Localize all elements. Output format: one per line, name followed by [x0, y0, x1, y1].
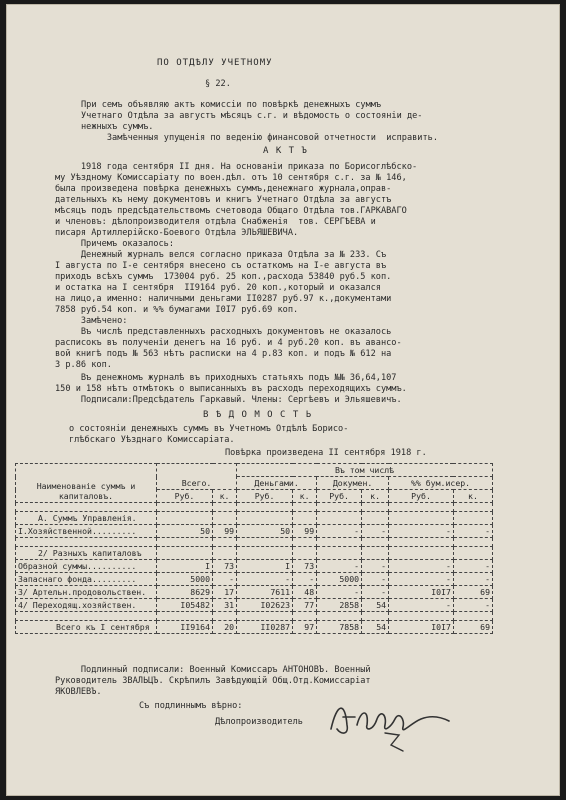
- cell-docs-kop: 54: [362, 599, 389, 612]
- cell-docs-kop: -: [362, 586, 389, 599]
- cell-docs-kop: 54: [362, 621, 389, 634]
- cell-papers-rub: -: [389, 573, 454, 586]
- cell-total-kop: 99: [213, 525, 237, 538]
- row-label: 3/ Артельн.продовольствен.: [16, 586, 157, 599]
- closing-line: ЯКОВЛЕВЪ.: [55, 687, 102, 697]
- col-cash-header: Деньгами.: [237, 477, 317, 490]
- act-line: на лицо,а именно: наличными деньгами II0287 руб.97 к.,документами: [55, 294, 392, 304]
- col-name-header: Наименованiе суммъ и капиталовъ.: [16, 464, 157, 503]
- cell-total-rub: 5000: [157, 573, 213, 586]
- cell-cash-rub: 7611: [237, 586, 293, 599]
- cell-cash-kop: 99: [293, 525, 317, 538]
- cell-cash-kop: -: [293, 573, 317, 586]
- act-line: приходъ всѣхъ суммъ 173004 руб. 25 коп.,расхода 53840 руб.5 коп.: [55, 272, 392, 282]
- intro-line: Учетнаго Отдѣла за августъ мѣсяцъ с.г. и вѣдомость о состоянiи де-: [81, 111, 423, 121]
- cell-docs-rub: -: [317, 525, 362, 538]
- cell-papers-kop: -: [453, 525, 492, 538]
- act-line: мѣсяцъ подъ предсѣдательствомъ счетовода Общаго Отдѣла тов.ГАРКАВАГО: [55, 206, 407, 216]
- act-line: Причемъ оказалось:: [55, 239, 174, 249]
- cell-total-kop: 31: [213, 599, 237, 612]
- cell-total-kop: 20: [213, 621, 237, 634]
- cell-papers-rub: -: [389, 599, 454, 612]
- cell-total-kop: -: [213, 573, 237, 586]
- unit-kop: к.: [213, 490, 237, 503]
- unit-rub: Руб.: [157, 490, 213, 503]
- cell-cash-rub: I: [237, 560, 293, 573]
- row-label: 4/ Переходящ.хозяйствен.: [16, 599, 157, 612]
- act-line: Подписали:Предсѣдатель Гаркавый. Члены: Сергѣевъ и Эльяшевичъ.: [55, 395, 402, 405]
- cell-cash-rub: I02623: [237, 599, 293, 612]
- cell-docs-kop: -: [362, 525, 389, 538]
- act-line: писаря Артиллерiйско-Боевого Отдѣла ЭЛЬЯШЕВИЧА.: [55, 228, 299, 238]
- act-line: и членовъ: дѣлопроизводителя отдѣла Снабженiя тов. СЕРГѢЕВА и: [55, 217, 376, 227]
- clerk-title: Дѣлопроизводитель: [215, 717, 303, 727]
- cell-cash-kop: 77: [293, 599, 317, 612]
- cell-docs-rub: -: [317, 560, 362, 573]
- cell-papers-kop: -: [453, 560, 492, 573]
- act-line: 1918 года сентября II дня. На основанiи приказа по Борисоглѣбско-: [55, 162, 418, 172]
- order-number: § 22.: [205, 79, 231, 89]
- cell-cash-rub: 50: [237, 525, 293, 538]
- act-line: 150 и 158 нѣтъ отмѣтокъ о выписанныхъ въ расходъ переходящихъ суммъ.: [55, 384, 407, 394]
- signature: [325, 695, 455, 755]
- col-group-header: Въ том числѣ: [237, 464, 493, 477]
- table-row: [16, 560, 493, 573]
- cell-total-rub: II9164: [157, 621, 213, 634]
- cell-total-kop: 17: [213, 586, 237, 599]
- act-line: Денежный журналъ велся согласно приказа Отдѣла за № 233. Съ: [55, 250, 387, 260]
- act-title: А К Т Ъ: [263, 146, 308, 156]
- cell-papers-rub: -: [389, 560, 454, 573]
- act-line: Въ денежномъ журналѣ въ приходныхъ статьяхъ подъ №№ 36,64,107: [55, 373, 397, 383]
- table-row: [16, 573, 493, 586]
- verified-note: Съ подлиннымъ вѣрно:: [139, 701, 243, 711]
- cell-papers-kop: 69: [453, 586, 492, 599]
- act-line: 3 р.86 коп.: [55, 360, 112, 370]
- act-line: дательныхъ къ нему документовъ и книгъ Учетнаго Отдѣла за августъ: [55, 195, 392, 205]
- vedomost-title: В Ѣ Д О М О С Т Ь: [203, 410, 313, 420]
- cell-papers-kop: -: [453, 573, 492, 586]
- document-page: [6, 4, 560, 796]
- cell-papers-rub: -: [389, 525, 454, 538]
- act-line: I августа по I-е сентября внесено съ остаткомъ на I-е августа въ: [55, 261, 387, 271]
- act-line: расписокъ въ полученiи денегъ на 16 руб. и 4 руб.20 коп. въ авансо-: [55, 338, 402, 348]
- col-total-header: Всего.: [157, 464, 237, 490]
- total-row: [16, 621, 493, 634]
- intro-line: Замѣченныя упущенiя по веденiю финансовой отчетности исправить.: [81, 133, 438, 143]
- closing-line: Руководитель ЗВАЛЬЦЪ. Скрѣпилъ Завѣдующiй Общ.Отд.Комиссарiат: [55, 676, 371, 686]
- vedomost-line: о состоянiи денежныхъ суммъ въ Учетномъ Отдѣлѣ Борисо-: [69, 424, 349, 434]
- act-line: Въ числѣ представленныхъ расходныхъ документовъ не оказалось: [55, 327, 392, 337]
- cell-total-rub: 8629: [157, 586, 213, 599]
- cell-total-rub: I: [157, 560, 213, 573]
- cell-papers-rub: I0I7: [389, 586, 454, 599]
- cell-total-rub: 50: [157, 525, 213, 538]
- cell-docs-rub: 7858: [317, 621, 362, 634]
- col-papers-header: %% бум.исер.: [389, 477, 493, 490]
- cell-papers-kop: 69: [453, 621, 492, 634]
- cell-docs-kop: -: [362, 560, 389, 573]
- cell-cash-kop: 48: [293, 586, 317, 599]
- section-heading: ПО ОТДѢЛУ УЧЕТНОМУ: [157, 58, 273, 68]
- cell-total-kop: 73: [213, 560, 237, 573]
- table-row: [16, 586, 493, 599]
- row-label: I.Хозяйственной.........: [16, 525, 157, 538]
- cell-cash-rub: II0287: [237, 621, 293, 634]
- total-label: Всего къ I сентября: [16, 621, 157, 634]
- intro-line: нежныхъ суммъ.: [81, 122, 154, 132]
- row-label: Образной суммы..........: [16, 560, 157, 573]
- table-row: [16, 599, 493, 612]
- cell-cash-rub: -: [237, 573, 293, 586]
- unit-kop: к.: [362, 490, 389, 503]
- col-docs-header: Докумен.: [317, 477, 389, 490]
- cell-docs-rub: 2858: [317, 599, 362, 612]
- unit-kop: к.: [293, 490, 317, 503]
- funds-table: [15, 463, 493, 634]
- cell-docs-kop: -: [362, 573, 389, 586]
- cell-papers-rub: I0I7: [389, 621, 454, 634]
- table-row: [16, 525, 493, 538]
- cell-cash-kop: 73: [293, 560, 317, 573]
- act-line: была произведена повѣрка денежныхъ суммъ,денежнаго журнала,оправ-: [55, 184, 392, 194]
- intro-line: При семъ объявляю актъ комиссiи по повѣркѣ денежныхъ суммъ: [81, 100, 382, 110]
- act-line: му Уѣздному Комиссарiату по воен.дѣл. отъ 10 сентября с.г. за № 146,: [55, 173, 407, 183]
- row-label: Запаснаго фонда.........: [16, 573, 157, 586]
- cell-papers-kop: -: [453, 599, 492, 612]
- act-line: вой книгѣ подъ № 563 нѣтъ расписки на 4 р.83 коп. и подъ № 612 на: [55, 349, 392, 359]
- unit-rub: Руб.: [389, 490, 454, 503]
- act-line: Замѣчено:: [55, 316, 128, 326]
- unit-rub: Руб.: [237, 490, 293, 503]
- cell-total-rub: I05482: [157, 599, 213, 612]
- section-label: 2/ Разныхъ капиталовъ: [16, 547, 157, 560]
- cell-docs-rub: -: [317, 586, 362, 599]
- cell-cash-kop: 97: [293, 621, 317, 634]
- check-date: Повѣрка произведена II сентября 1918 г.: [225, 448, 427, 458]
- unit-rub: Руб.: [317, 490, 362, 503]
- closing-line: Подлинный подписали: Военный Комиссаръ АНТОНОВЪ. Военный: [55, 665, 371, 675]
- unit-kop: к.: [453, 490, 492, 503]
- section-label: А. Суммъ Управленiя.: [16, 512, 157, 525]
- cell-docs-rub: 5000: [317, 573, 362, 586]
- act-line: и остатка на I сентября II9164 руб. 20 коп.,который и оказался: [55, 283, 381, 293]
- vedomost-line: глѣбскаго Уѣзднаго Комиссарiата.: [69, 435, 235, 445]
- act-line: 7858 руб.54 коп. и %% бумагами I0I7 руб.69 коп.: [55, 305, 299, 315]
